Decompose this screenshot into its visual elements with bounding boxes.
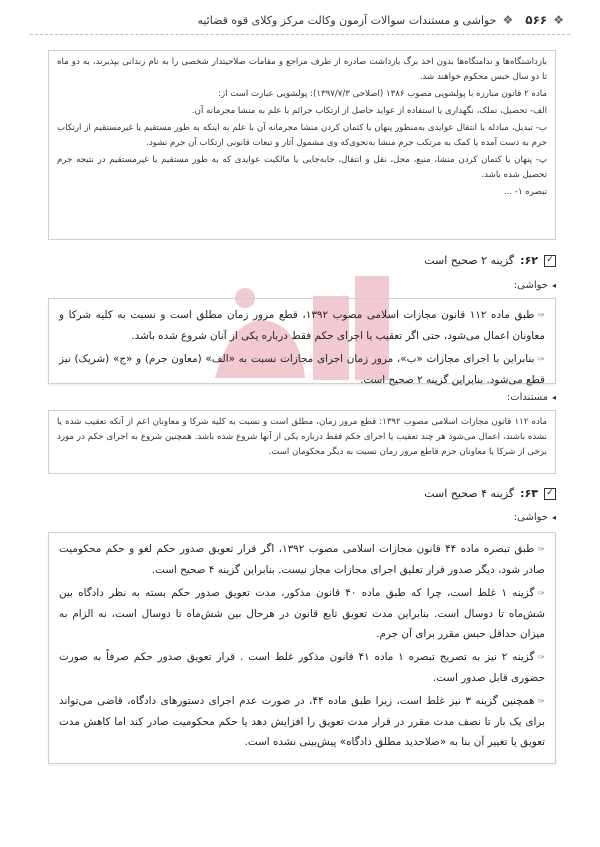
sources-heading (507, 392, 556, 403)
flower-icon: ❖ (502, 13, 514, 27)
answer-text: گزینه ۲ صحیح است (424, 254, 515, 267)
q62-notes-box (48, 298, 556, 384)
continued-sources-box (48, 50, 556, 240)
note-paragraph: ✑طبق ماده ۱۱۲ قانون مجازات اسلامی مصوب ۱۳۹۲، قطع مرور زمان مطلق است و نسبت به کلیه شرکا و معاونان اعمال می‌شود، حتی اگر تعقیب یا اجرای حکم فقط درباره یکی از آنان شروع شده باشد. (59, 309, 545, 342)
notes-label: حواشی: (513, 512, 548, 523)
pen-icon: ✑ (537, 653, 546, 663)
pen-icon: ✑ (537, 589, 545, 599)
answer-text: گزینه ۴ صحیح است (424, 487, 515, 500)
source-line: الف- تحصیل، تملک، نگهداری یا استفاده از عواید حاصل از ارتکاب جرائم با علم به منشا مجرمانه آن. (191, 106, 547, 116)
checkbox-icon: ✓ (544, 255, 556, 267)
notes-heading (514, 512, 556, 523)
note-paragraph: ✑بنابراین با اجرای مجازات «ب»، مرور زمان اجرای مجازات نسبت به «الف» (معاون جرم) و «ج» (شریک) نیز قطع می‌شود. بنابراین گزینه ۲ صحیح است. (59, 353, 545, 386)
page-header (30, 6, 570, 35)
pen-icon: ✑ (537, 311, 545, 321)
arrow-icon: ◂ (551, 513, 556, 522)
question-number: ۶۳: (520, 487, 538, 500)
pen-icon: ✑ (537, 545, 545, 555)
checkbox-icon: ✓ (544, 488, 556, 500)
arrow-icon: ◂ (551, 281, 556, 290)
notes-heading (514, 280, 556, 291)
source-line: ب- تبدیل، مبادله یا انتقال عوایدی به‌منظور پنهان یا کتمان کردن منشا مجرمانه آن با علم به اینکه به طور مستقیم یا غیرمستقیم از ارتکاب جرم به دست آمده یا کمک به مرتکب جرم منشا به‌نحوی‌که وی مشمول آثار و تبعات قانونی ارتکاب آن جرم نشود. (57, 123, 547, 148)
arrow-icon: ◂ (551, 393, 556, 402)
pen-icon: ✑ (537, 355, 545, 365)
question-62-heading (424, 254, 556, 267)
q62-sources-box (48, 410, 556, 474)
question-63-heading (424, 487, 556, 500)
sources-label: مستندات: (506, 392, 548, 403)
source-line: ماده ۲ قانون مبارزه با پولشویی مصوب ۱۳۸۶ (اصلاحی ۱۳۹۷/۷/۳): پولشویی عبارت است از: (218, 89, 547, 99)
running-title: حواشی و مستندات سوالات آزمون وکالت مرکز وکلای قوه قضائیه (197, 13, 497, 27)
sources-text: ماده ۱۱۲ قانون مجازات اسلامی مصوب ۱۳۹۲: قطع مرور زمان، مطلق است و نسبت به کلیه شرکا و معاونان اعم از آنکه تعقیب شده یا نشده باشند، اعمال می‌شود هر چند تعقیب یا اجرای حکم فقط درباره یکی از آنها شروع شده باشد. همچنین شروع به اجرای حکم در مورد برخی از شرکا یا معاونان جرم قاطع مرور زمان نسبت به دیگر محکومان است. (57, 417, 547, 457)
source-line: تبصره ۱- ... (503, 187, 547, 197)
notes-label: حواشی: (513, 280, 548, 291)
note-paragraph: ✑گزینه ۱ غلط است، چرا که طبق ماده ۴۰ قانون مذکور، مدت تعویق صدور حکم بسته به نظر دادگاه بین شش‌ماه تا دوسال است. بنابراین مدت تعویق تابع قانون در هرحال بین شش‌ماه تا دوسال است، نه الزام به میزان حداقل حبس مقرر برای آن جرم. (59, 587, 545, 640)
pen-icon: ✑ (537, 697, 545, 707)
note-paragraph: ✑گزینه ۲ نیز به تصریح تبصره ۱ ماده ۴۱ قانون مذکور غلط است . قرار تعویق صدور حکم صرفاً به صورت حضوری قابل صدور است. (59, 651, 546, 684)
source-line: بازداشتگاه‌ها و ندامتگاه‌ها بدون اخذ برگ بازداشت صادره از طرف مراجع و مقامات صلاحیتدار شخصی را به نام زندانی بپذیرند، به دو ماه تا دو سال حبس محکوم خواهند شد. (57, 57, 547, 82)
note-paragraph: ✑همچنین گزینه ۳ نیز غلط است، زیرا طبق ماده ۴۴، در صورت عدم اجرای دستورهای دادگاه، قاضی می‌تواند برای یک بار تا نصف مدت مقرر در قرار مدت تعویق را افزایش دهد یا حکم محکومیت صادر کند اما کاهش مدت تعویق یا تغییر آن بنا به «صلاحدید مطلق دادگاه» پیش‌بینی نشده است. (59, 695, 545, 748)
source-line: پ- پنهان یا کتمان کردن منشا، منبع، محل، نقل و انتقال، جابه‌جایی یا مالکیت عوایدی که به طور مستقیم یا غیرمستقیم در نتیجه جرم تحصیل شده باشد. (57, 155, 547, 180)
question-number: ۶۲: (520, 254, 538, 267)
note-paragraph: ✑طبق تبصره ماده ۴۴ قانون مجازات اسلامی مصوب ۱۳۹۲، اگر قرار تعویق صدور حکم لغو و حکم محکومیت صادر شود، دیگر صدور قرار تعلیق اجرای مجازات مجاز نیست. بنابراین گزینه ۴ صحیح است. (59, 543, 545, 576)
page-number: ۵۶۶ (525, 13, 548, 27)
q63-notes-box (48, 532, 556, 764)
flower-icon: ❖ (553, 13, 564, 27)
